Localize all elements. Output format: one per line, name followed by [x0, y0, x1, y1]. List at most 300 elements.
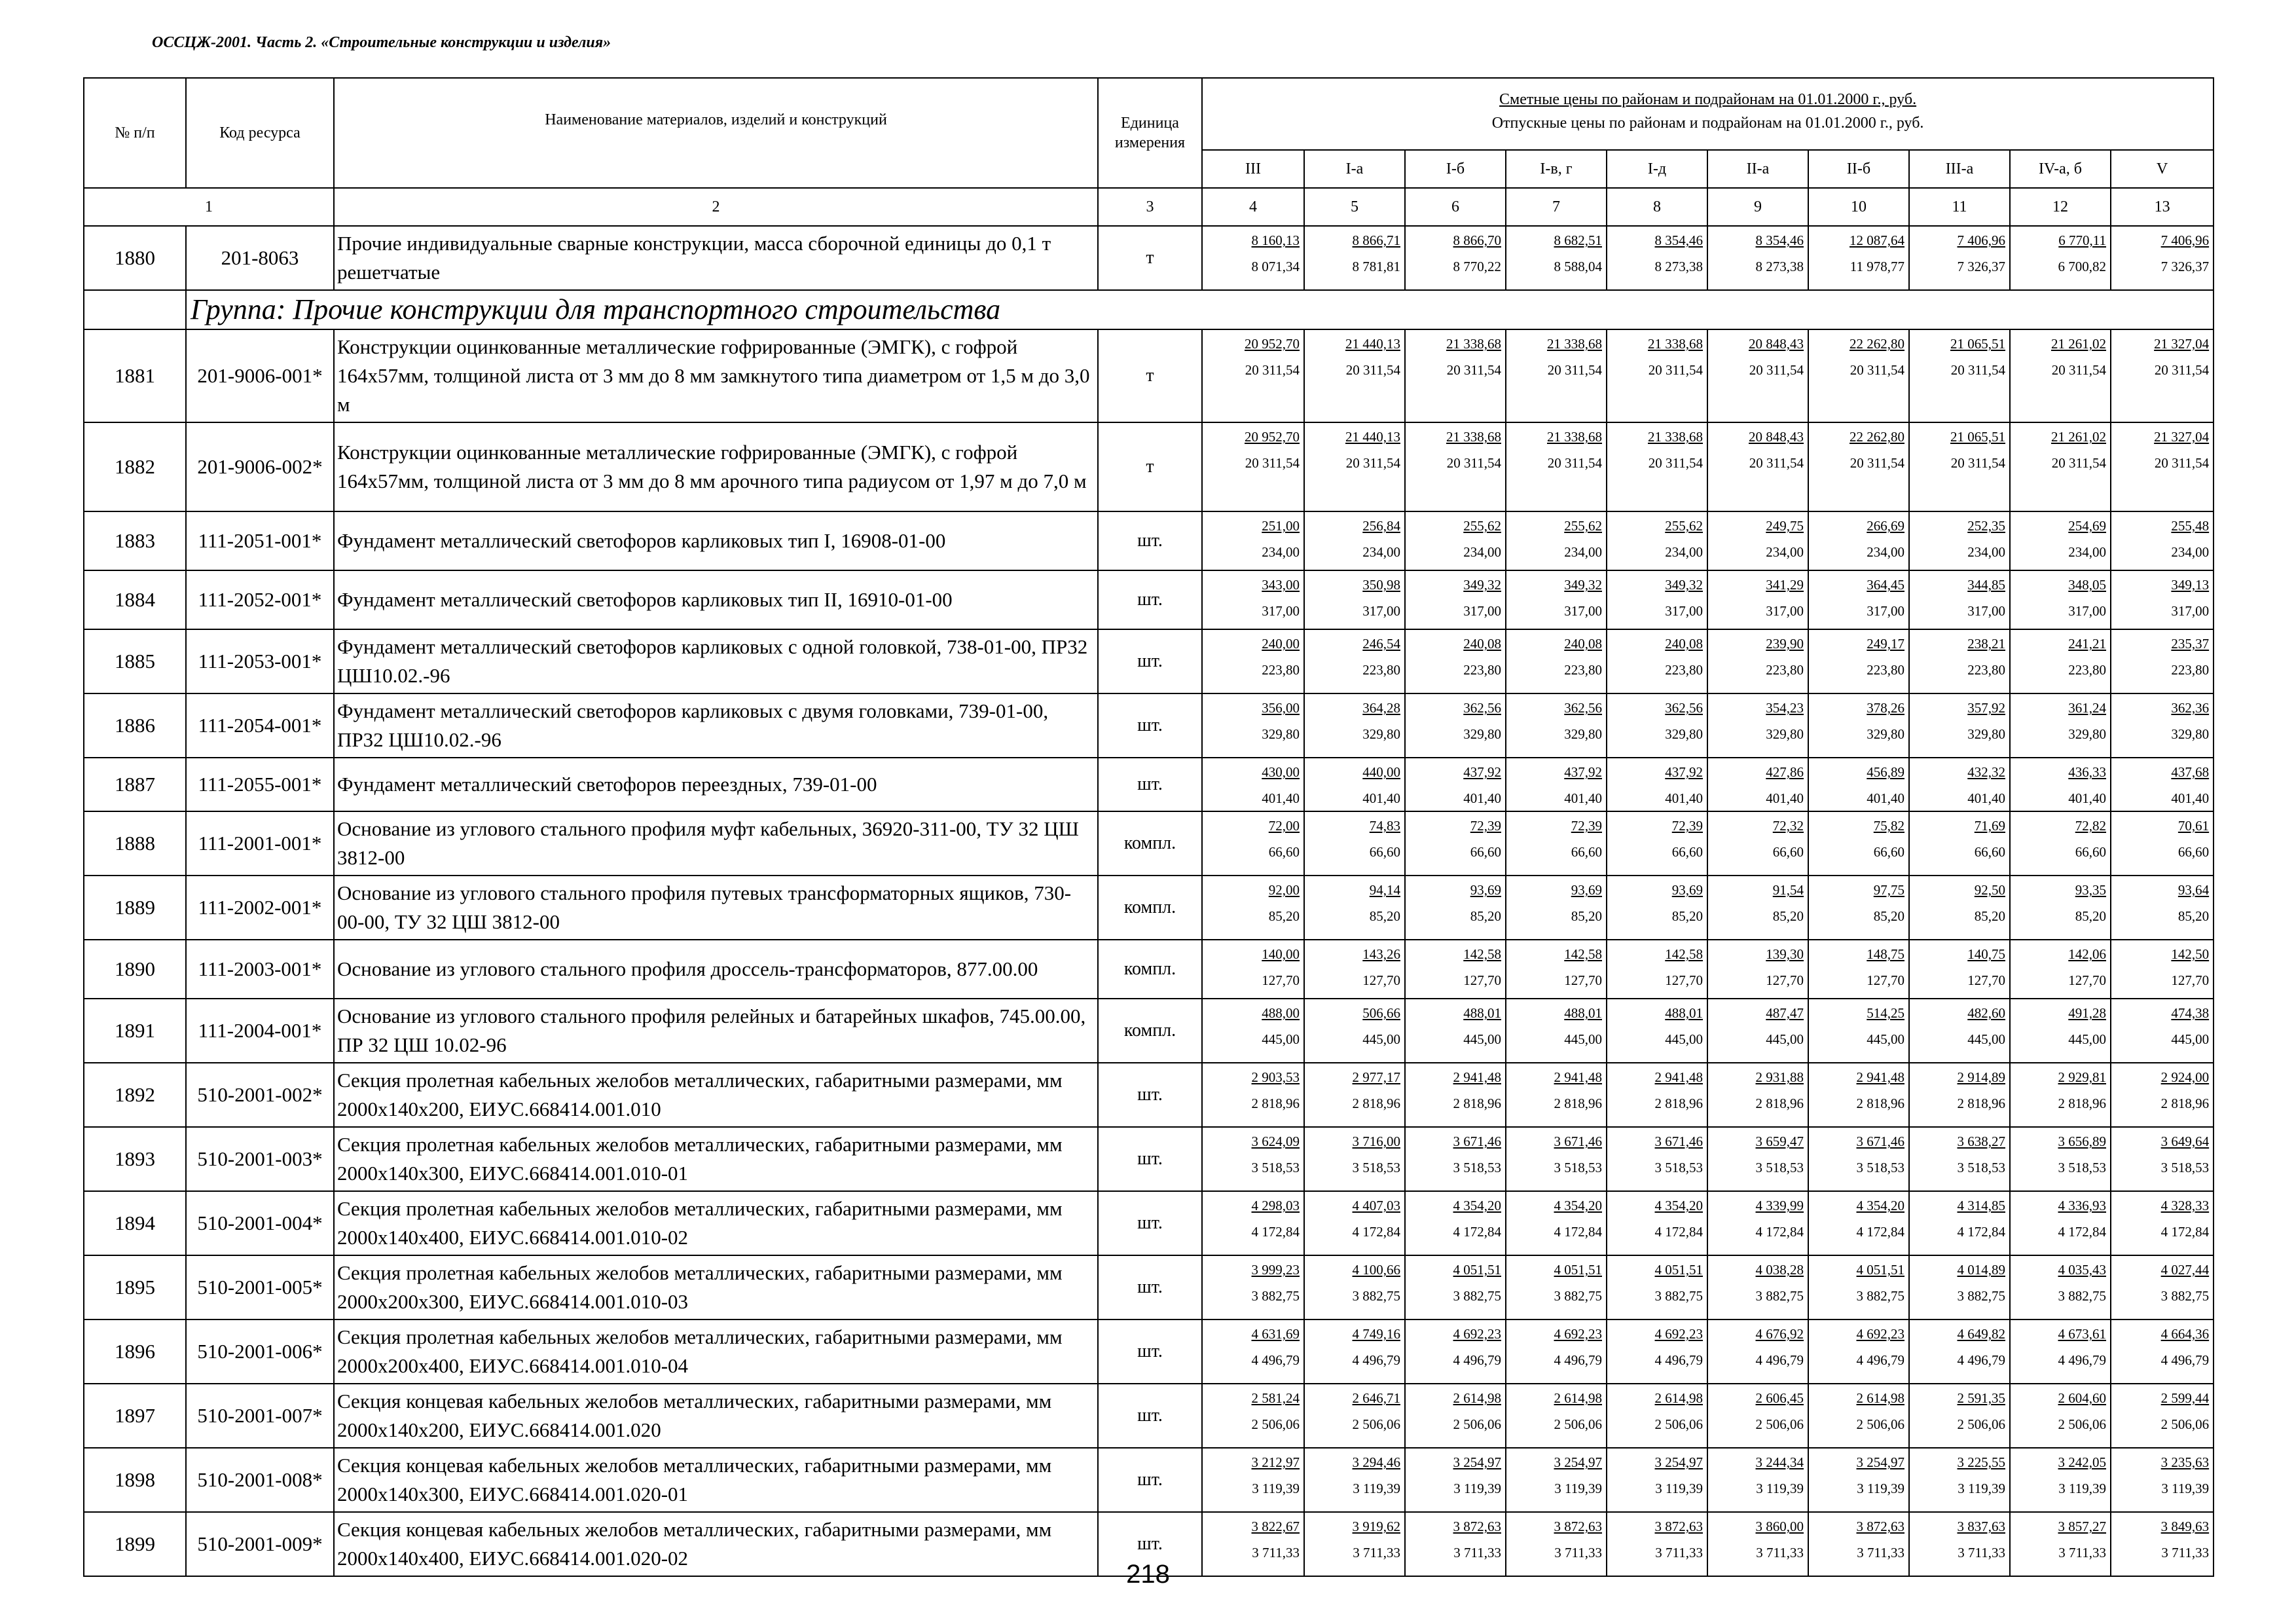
estimate-price: 71,69 [1974, 818, 2005, 834]
price-cell [1909, 1320, 2010, 1384]
release-price: 3 119,39 [1655, 1481, 1703, 1496]
price-cell [1607, 1063, 1707, 1127]
header-unit: Единица измерения [1098, 78, 1202, 188]
estimate-price: 252,35 [1967, 518, 2005, 534]
unit-cell: компл. [1098, 876, 1202, 940]
price-cell [1405, 758, 1506, 811]
release-price: 2 818,96 [1453, 1096, 1501, 1111]
release-price: 3 882,75 [1654, 1288, 1703, 1304]
release-price: 4 496,79 [1755, 1352, 1804, 1368]
price-cell [1405, 629, 1506, 693]
estimate-price: 361,24 [2068, 700, 2106, 716]
unit-cell: шт. [1098, 1191, 1202, 1255]
price-cell [1808, 511, 1909, 570]
price-cell [1405, 1255, 1506, 1320]
release-price: 3 518,53 [1352, 1160, 1400, 1175]
estimate-price: 238,21 [1967, 636, 2005, 652]
price-cell [2010, 811, 2111, 876]
price-cell [1909, 570, 2010, 629]
release-price: 2 818,96 [1251, 1096, 1300, 1111]
page-number: 218 [1126, 1560, 1170, 1589]
price-cell [1304, 811, 1405, 876]
table-row [84, 422, 2214, 511]
price-cell [1607, 570, 1707, 629]
release-price: 3 711,33 [1857, 1545, 1904, 1560]
estimate-price: 3 872,63 [1453, 1519, 1501, 1534]
price-cell [1506, 629, 1607, 693]
estimate-price: 75,82 [1873, 818, 1904, 834]
release-price: 85,20 [1772, 908, 1804, 924]
estimate-price: 488,01 [1463, 1005, 1501, 1021]
estimate-price: 255,62 [1463, 518, 1501, 534]
estimate-price: 2 599,44 [2160, 1390, 2210, 1406]
estimate-price: 437,92 [1463, 764, 1501, 780]
estimate-price: 3 624,09 [1251, 1134, 1300, 1149]
estimate-price: 4 298,03 [1251, 1198, 1300, 1213]
price-cell [2111, 226, 2214, 290]
estimate-price: 2 941,48 [1654, 1069, 1703, 1085]
price-cell [1707, 329, 1808, 422]
release-price: 4 496,79 [1251, 1352, 1300, 1368]
release-price: 2 818,96 [2160, 1096, 2210, 1111]
material-name: Основание из углового стального профиля муфт кабельных, 36920-311-00, ТУ 32 ЦШ 3812-00 [334, 811, 1098, 876]
price-cell [1506, 1384, 1607, 1448]
price-cell [1707, 811, 1808, 876]
estimate-price: 343,00 [1262, 577, 1300, 593]
release-price: 127,70 [1766, 972, 1804, 988]
price-cell [2010, 693, 2111, 758]
price-cell [1808, 1063, 1909, 1127]
release-price: 8 273,38 [1755, 259, 1804, 274]
price-cell [1707, 1127, 1808, 1191]
unit-cell: шт. [1098, 629, 1202, 693]
price-cell [1405, 1384, 1506, 1448]
table-row [84, 226, 2214, 290]
material-name: Секция пролетная кабельных желобов металлических, габаритными размерами, мм 2000х200х300, ЕИУС.668414.001.010-03 [334, 1255, 1098, 1320]
estimate-price: 255,48 [2171, 518, 2210, 534]
estimate-price: 474,38 [2171, 1005, 2210, 1021]
release-price: 2 506,06 [1453, 1416, 1501, 1432]
price-cell [2010, 422, 2111, 511]
resource-code: 111-2004-001* [186, 999, 334, 1063]
estimate-price: 6 770,11 [2058, 232, 2106, 248]
estimate-price: 70,61 [2178, 818, 2210, 834]
estimate-price: 21 338,68 [1446, 336, 1501, 352]
release-price: 401,40 [1362, 790, 1400, 806]
release-price: 8 770,22 [1453, 259, 1501, 274]
release-price: 223,80 [1262, 662, 1300, 678]
price-cell [1506, 226, 1607, 290]
estimate-price: 349,13 [2171, 577, 2210, 593]
estimate-price: 4 051,51 [1654, 1262, 1703, 1278]
estimate-price: 3 671,46 [1856, 1134, 1904, 1149]
estimate-price: 4 692,23 [1453, 1326, 1501, 1342]
price-cell [1707, 629, 1808, 693]
table-row [84, 511, 2214, 570]
estimate-price: 94,14 [1369, 882, 1400, 898]
estimate-price: 254,69 [2068, 518, 2106, 534]
unit-cell: шт. [1098, 1320, 1202, 1384]
price-cell [1405, 940, 1506, 999]
price-cell [1304, 570, 1405, 629]
release-price: 329,80 [1362, 726, 1400, 742]
estimate-price: 2 614,98 [1554, 1390, 1602, 1406]
column-number: 6 [1405, 188, 1506, 226]
estimate-price: 427,86 [1766, 764, 1804, 780]
release-price: 4 496,79 [2058, 1352, 2106, 1368]
release-price: 7 326,37 [2160, 259, 2210, 274]
release-price: 3 882,75 [1453, 1288, 1501, 1304]
price-cell [1607, 511, 1707, 570]
price-cell [1506, 1127, 1607, 1191]
estimate-price: 437,68 [2171, 764, 2210, 780]
release-price: 445,00 [1463, 1031, 1501, 1047]
release-price: 66,60 [1369, 844, 1400, 860]
unit-cell: компл. [1098, 999, 1202, 1063]
price-cell [1405, 1448, 1506, 1512]
release-price: 234,00 [1867, 544, 1904, 560]
estimate-price: 4 336,93 [2058, 1198, 2106, 1213]
release-price: 3 119,39 [2058, 1481, 2106, 1496]
release-price: 3 518,53 [1957, 1160, 2005, 1175]
unit-cell: шт. [1098, 1255, 1202, 1320]
price-cell [2010, 511, 2111, 570]
release-price: 401,40 [1665, 790, 1703, 806]
resource-code: 111-2051-001* [186, 511, 334, 570]
release-price: 20 311,54 [1850, 362, 1904, 378]
price-cell [1909, 1191, 2010, 1255]
release-price: 85,20 [1470, 908, 1501, 924]
release-price: 234,00 [1362, 544, 1400, 560]
estimate-price: 437,92 [1665, 764, 1703, 780]
release-price: 401,40 [1766, 790, 1804, 806]
estimate-price: 341,29 [1766, 577, 1804, 593]
release-price: 3 518,53 [2160, 1160, 2210, 1175]
estimate-price: 142,50 [2171, 946, 2210, 962]
release-price: 8 588,04 [1554, 259, 1602, 274]
group-row [84, 290, 2214, 329]
price-cell [1202, 1127, 1304, 1191]
release-price: 3 711,33 [1554, 1545, 1602, 1560]
release-price: 4 496,79 [1856, 1352, 1904, 1368]
price-cell [1607, 811, 1707, 876]
table-row [84, 1127, 2214, 1191]
price-cell [1607, 1255, 1707, 1320]
price-cell [1202, 758, 1304, 811]
release-price: 223,80 [1463, 662, 1501, 678]
price-cell [1707, 226, 1808, 290]
row-number: 1891 [84, 999, 186, 1063]
price-cell [1506, 876, 1607, 940]
estimate-price: 349,32 [1463, 577, 1501, 593]
release-price: 234,00 [1967, 544, 2005, 560]
price-cell [1304, 511, 1405, 570]
price-cell [1506, 570, 1607, 629]
row-number: 1888 [84, 811, 186, 876]
release-price: 329,80 [1564, 726, 1602, 742]
price-cell [1707, 1448, 1808, 1512]
price-cell [1405, 1320, 1506, 1384]
price-cell [2111, 570, 2214, 629]
release-price: 20 311,54 [2154, 455, 2210, 471]
estimate-price: 432,32 [1967, 764, 2005, 780]
release-price: 20 311,54 [1345, 362, 1400, 378]
material-name: Конструкции оцинкованные металлические гофрированные (ЭМГК), с гофрой 164х57мм, толщиной листа от 3 мм до 8 мм замкнутого типа диаметром от 1,5 м до 3,0 м [334, 329, 1098, 422]
estimate-price: 235,37 [2171, 636, 2210, 652]
release-price: 3 882,75 [1554, 1288, 1602, 1304]
estimate-price: 506,66 [1362, 1005, 1400, 1021]
release-price: 127,70 [1867, 972, 1904, 988]
estimate-price: 142,58 [1665, 946, 1703, 962]
release-price: 20 311,54 [1345, 455, 1400, 471]
row-number: 1895 [84, 1255, 186, 1320]
table-row [84, 329, 2214, 422]
estimate-price: 514,25 [1867, 1005, 1904, 1021]
price-cell [1707, 1063, 1808, 1127]
release-price: 4 496,79 [1554, 1352, 1602, 1368]
estimate-price: 21 338,68 [1648, 429, 1703, 445]
price-cell [1405, 999, 1506, 1063]
estimate-price: 21 440,13 [1345, 429, 1400, 445]
price-cell [1202, 999, 1304, 1063]
release-price: 4 172,84 [1251, 1224, 1300, 1240]
estimate-price: 4 100,66 [1352, 1262, 1400, 1278]
release-price: 234,00 [1564, 544, 1602, 560]
region-header: II-б [1808, 150, 1909, 188]
estimate-price: 3 225,55 [1957, 1454, 2005, 1470]
price-cell [1808, 329, 1909, 422]
estimate-price: 4 314,85 [1957, 1198, 2005, 1213]
price-cell [1808, 693, 1909, 758]
row-number: 1887 [84, 758, 186, 811]
release-price: 223,80 [1362, 662, 1400, 678]
estimate-price: 8 866,71 [1352, 232, 1400, 248]
resource-code: 510-2001-009* [186, 1512, 334, 1576]
estimate-price: 3 872,63 [1654, 1519, 1703, 1534]
release-price: 3 882,75 [2160, 1288, 2210, 1304]
estimate-price: 362,36 [2171, 700, 2210, 716]
estimate-price: 3 671,46 [1453, 1134, 1501, 1149]
estimate-price: 364,28 [1362, 700, 1400, 716]
table-row [84, 693, 2214, 758]
price-cell [1909, 940, 2010, 999]
release-price: 401,40 [2068, 790, 2106, 806]
release-price: 3 119,39 [1958, 1481, 2005, 1496]
estimate-price: 93,69 [1571, 882, 1602, 898]
price-cell [1607, 999, 1707, 1063]
price-cell [1202, 876, 1304, 940]
release-price: 223,80 [2068, 662, 2106, 678]
table-row [84, 811, 2214, 876]
resource-code: 111-2054-001* [186, 693, 334, 758]
unit-cell: компл. [1098, 811, 1202, 876]
price-cell [1607, 1320, 1707, 1384]
release-price: 3 119,39 [2161, 1481, 2210, 1496]
price-cell [1808, 570, 1909, 629]
price-cell [1707, 1255, 1808, 1320]
price-cell [1909, 1063, 2010, 1127]
estimate-price: 3 822,67 [1251, 1519, 1300, 1534]
estimate-price: 249,17 [1867, 636, 1904, 652]
estimate-price: 378,26 [1867, 700, 1904, 716]
release-price: 3 518,53 [1755, 1160, 1804, 1175]
estimate-price: 4 038,28 [1755, 1262, 1804, 1278]
estimate-price: 3 244,34 [1755, 1454, 1804, 1470]
estimate-price: 4 664,36 [2160, 1326, 2210, 1342]
release-price: 3 119,39 [1554, 1481, 1602, 1496]
price-cell [1607, 1127, 1707, 1191]
row-number: 1898 [84, 1448, 186, 1512]
row-number: 1882 [84, 422, 186, 511]
estimate-price: 3 837,63 [1957, 1519, 2005, 1534]
release-price: 8 781,81 [1352, 259, 1400, 274]
estimate-price: 8 160,13 [1251, 232, 1300, 248]
release-price: 401,40 [1564, 790, 1602, 806]
estimate-price: 2 941,48 [1856, 1069, 1904, 1085]
estimate-price: 72,39 [1671, 818, 1703, 834]
release-price: 3 711,33 [1655, 1545, 1703, 1560]
estimate-price: 350,98 [1362, 577, 1400, 593]
estimate-price: 2 614,98 [1856, 1390, 1904, 1406]
estimate-price: 4 051,51 [1453, 1262, 1501, 1278]
price-cell [1506, 1191, 1607, 1255]
estimate-price: 3 872,63 [1554, 1519, 1602, 1534]
price-cell [1304, 629, 1405, 693]
material-name: Фундамент металлический светофоров карликовых тип II, 16910-01-00 [334, 570, 1098, 629]
price-cell [2010, 876, 2111, 940]
price-cell [1607, 226, 1707, 290]
price-cell [1304, 758, 1405, 811]
estimate-price: 21 440,13 [1345, 336, 1400, 352]
price-cell [1405, 1127, 1506, 1191]
estimate-price: 437,92 [1564, 764, 1602, 780]
region-header: I-д [1607, 150, 1707, 188]
table-row [84, 940, 2214, 999]
price-cell [2111, 422, 2214, 511]
price-cell [1909, 422, 2010, 511]
table-row [84, 1384, 2214, 1448]
release-price: 4 496,79 [2160, 1352, 2210, 1368]
material-name: Секция пролетная кабельных желобов металлических, габаритными размерами, мм 2000х140х400, ЕИУС.668414.001.010-02 [334, 1191, 1098, 1255]
release-price: 445,00 [1967, 1031, 2005, 1047]
release-price: 4 172,84 [1755, 1224, 1804, 1240]
release-price: 3 882,75 [1352, 1288, 1400, 1304]
estimate-price: 72,82 [2075, 818, 2106, 834]
price-cell [1909, 876, 2010, 940]
estimate-price: 349,32 [1665, 577, 1703, 593]
price-cell [1707, 511, 1808, 570]
release-price: 3 119,39 [1756, 1481, 1804, 1496]
release-price: 2 818,96 [1554, 1096, 1602, 1111]
price-cell [1202, 1255, 1304, 1320]
region-header: I-б [1405, 150, 1506, 188]
price-cell [1808, 1255, 1909, 1320]
estimate-price: 3 919,62 [1352, 1519, 1400, 1534]
price-cell [1909, 693, 2010, 758]
estimate-price: 2 606,45 [1755, 1390, 1804, 1406]
price-cell [2111, 1063, 2214, 1127]
price-cell [1304, 999, 1405, 1063]
release-price: 6 700,82 [2058, 259, 2106, 274]
price-cell [1607, 629, 1707, 693]
price-cell [2111, 1320, 2214, 1384]
release-price: 20 311,54 [2051, 455, 2106, 471]
estimate-price: 3 656,89 [2058, 1134, 2106, 1149]
price-cell [1405, 1191, 1506, 1255]
release-price: 20 311,54 [1547, 455, 1602, 471]
price-cell [1707, 758, 1808, 811]
table-row [84, 876, 2214, 940]
estimate-price: 3 254,97 [1554, 1454, 1602, 1470]
release-price: 2 506,06 [2160, 1416, 2210, 1432]
header-name: Наименование материалов, изделий и конструкций [334, 78, 1098, 188]
release-price: 20 311,54 [2051, 362, 2106, 378]
estimate-price: 92,00 [1268, 882, 1300, 898]
material-name: Секция концевая кабельных желобов металлических, габаритными размерами, мм 2000х140х300, ЕИУС.668414.001.020-01 [334, 1448, 1098, 1512]
release-price: 223,80 [1766, 662, 1804, 678]
release-price: 234,00 [1665, 544, 1703, 560]
release-price: 66,60 [2075, 844, 2106, 860]
release-price: 401,40 [1262, 790, 1300, 806]
row-number: 1897 [84, 1384, 186, 1448]
release-price: 3 711,33 [1453, 1545, 1501, 1560]
resource-code: 510-2001-006* [186, 1320, 334, 1384]
row-number: 1886 [84, 693, 186, 758]
release-price: 3 518,53 [2058, 1160, 2106, 1175]
price-cell [1506, 940, 1607, 999]
estimate-price: 21 338,68 [1547, 336, 1602, 352]
price-cell [1808, 940, 1909, 999]
estimate-price: 140,00 [1262, 946, 1300, 962]
estimate-price: 3 235,63 [2160, 1454, 2210, 1470]
estimate-price: 72,39 [1571, 818, 1602, 834]
unit-cell: шт. [1098, 1448, 1202, 1512]
estimate-price: 482,60 [1967, 1005, 2005, 1021]
row-number: 1884 [84, 570, 186, 629]
release-price: 7 326,37 [1957, 259, 2005, 274]
price-cell [1202, 570, 1304, 629]
estimate-price: 21 065,51 [1950, 336, 2005, 352]
estimate-price: 357,92 [1967, 700, 2005, 716]
price-cell [1909, 758, 2010, 811]
release-price: 317,00 [1564, 603, 1602, 619]
estimate-price: 440,00 [1362, 764, 1400, 780]
unit-cell: т [1098, 422, 1202, 511]
resource-code: 201-9006-001* [186, 329, 334, 422]
price-cell [1405, 811, 1506, 876]
release-price: 234,00 [2068, 544, 2106, 560]
release-price: 11 978,77 [1850, 259, 1904, 274]
estimate-price: 356,00 [1262, 700, 1300, 716]
column-number: 4 [1202, 188, 1304, 226]
region-header: II-а [1707, 150, 1808, 188]
release-price: 3 882,75 [1755, 1288, 1804, 1304]
estimate-price: 4 407,03 [1352, 1198, 1400, 1213]
release-price: 317,00 [1262, 603, 1300, 619]
estimate-price: 21 327,04 [2154, 429, 2210, 445]
price-cell [2111, 876, 2214, 940]
price-cell [1607, 940, 1707, 999]
estimate-price: 3 849,63 [2160, 1519, 2210, 1534]
price-cell [1304, 1255, 1405, 1320]
release-price: 4 172,84 [1554, 1224, 1602, 1240]
resource-code: 510-2001-005* [186, 1255, 334, 1320]
estimate-price: 4 354,20 [1856, 1198, 1904, 1213]
price-cell [1304, 1384, 1405, 1448]
estimate-price: 91,54 [1772, 882, 1804, 898]
price-cell [1506, 1063, 1607, 1127]
price-cell [1202, 511, 1304, 570]
